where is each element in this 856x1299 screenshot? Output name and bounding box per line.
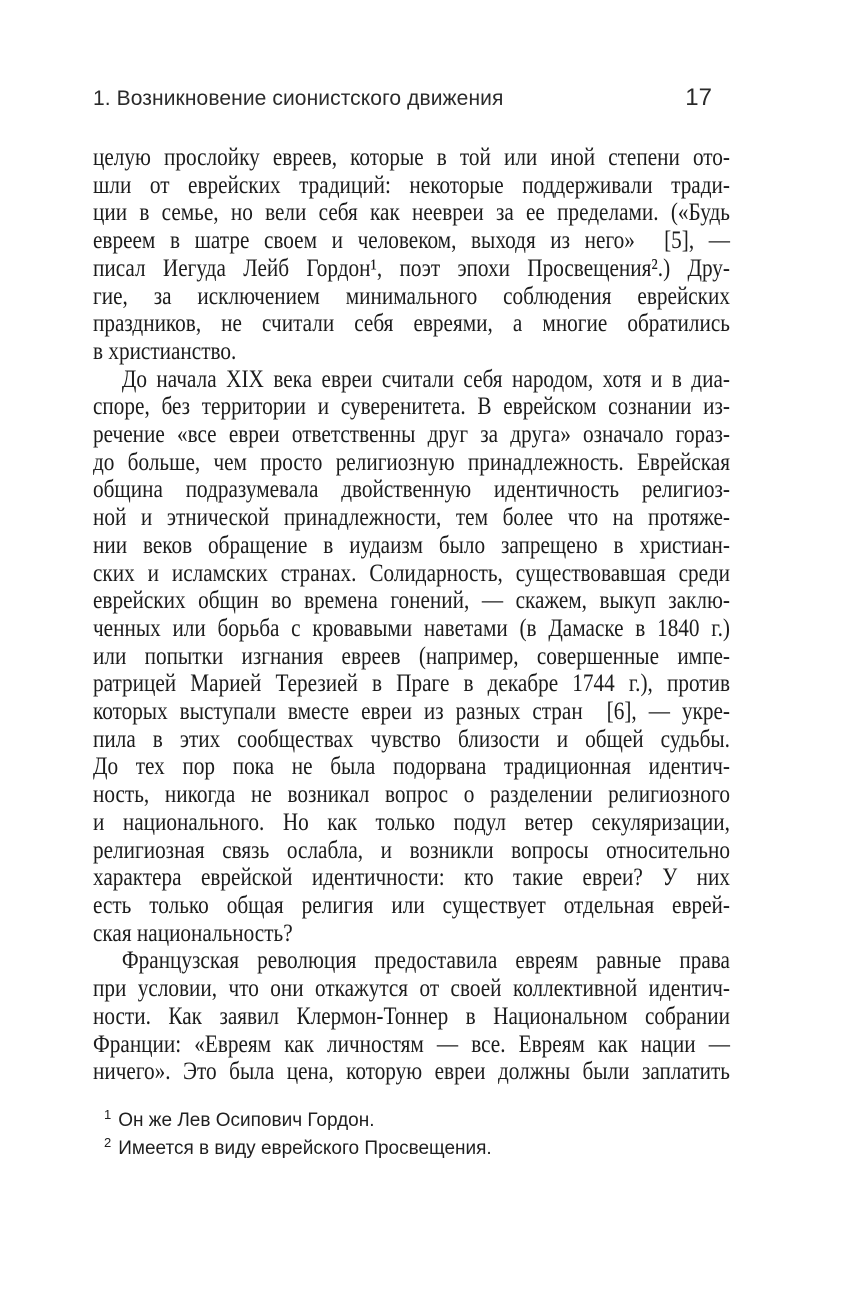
text-line: шли от еврейских традиций: некоторые поддерживали тради- <box>93 171 730 199</box>
text-line: ченных или борьба с кровавыми наветами (в Дамаске в 1840 г.) <box>93 614 730 642</box>
text-line: в христианство. <box>93 337 237 365</box>
page-number: 17 <box>685 84 712 111</box>
chapter-title: 1. Возникновение сионистского движения <box>93 87 504 110</box>
text-line: ность, никогда не возникал вопрос о разделении религиозного <box>93 781 730 809</box>
running-header <box>93 86 730 111</box>
text-line: еврейских общин во времена гонений, — скажем, выкуп заклю- <box>93 587 730 615</box>
text-line: ратрицей Марией Терезией в Праге в декабре 1744 г.), против <box>93 670 730 698</box>
text-line: пила в этих сообществах чувство близости и общей судьбы. <box>93 725 730 753</box>
footnotes <box>104 1107 724 1163</box>
text-line: или попытки изгнания евреев (например, совершенные импе- <box>93 642 730 670</box>
text-line: религиозная связь ослабла, и возникли вопросы относительно <box>93 836 730 864</box>
footnote <box>104 1135 724 1163</box>
text-line: Французская революция предоставила евреям равные права <box>121 947 730 975</box>
text-line: ции в семье, но вели себя как неевреи за ее пределами. («Будь <box>93 199 730 227</box>
text-line: До тех пор пока не была подорвана традиционная идентич- <box>93 753 730 781</box>
text-line: гие, за исключением минимального соблюдения еврейских <box>93 282 730 310</box>
footnote-marker: 1 <box>104 1106 112 1122</box>
text-line: община подразумевала двойственную идентичность религиоз- <box>93 476 730 504</box>
text-line: ности. Как заявил Клермон-Тоннер в Национальном собрании <box>93 1002 730 1030</box>
text-line: ничего». Это была цена, которую евреи должны были заплатить <box>93 1058 730 1086</box>
text-line: которых выступали вместе евреи из разных стран [6], — укре- <box>93 698 730 726</box>
text-line: и национального. Но как только подул ветер секуляризации, <box>93 808 730 836</box>
footnote-marker: 2 <box>104 1134 112 1150</box>
text-line: До начала XIX века евреи считали себя народом, хотя и в диа- <box>121 365 730 393</box>
text-line: целую прослойку евреев, которые в той или иной степени ото- <box>93 144 730 171</box>
body-text <box>93 144 730 1086</box>
text-line: при условии, что они откажутся от своей коллективной идентич- <box>93 975 730 1003</box>
text-line: до больше, чем просто религиозную принадлежность. Еврейская <box>93 448 730 476</box>
text-line: праздников, не считали себя евреями, а многие обратились <box>93 310 730 338</box>
text-line: ская национальность? <box>93 919 293 947</box>
footnote-text: Имеется в виду еврейского Просвещения. <box>118 1138 492 1159</box>
text-line: писал Иегуда Лейб Гордон¹, поэт эпохи Просвещения².) Дру- <box>93 254 730 282</box>
footnote-text: Он же Лев Осипович Гордон. <box>118 1110 375 1131</box>
text-line: споре, без территории и суверенитета. В еврейском сознании из- <box>93 393 730 421</box>
text-line: Франции: «Евреям как личностям — все. Евреям как нации — <box>93 1030 730 1058</box>
text-line: евреем в шатре своем и человеком, выходя из него» [5], — <box>93 227 730 255</box>
text-line: есть только общая религия или существует отдельная еврей- <box>93 891 730 919</box>
text-line: нии веков обращение в иудаизм было запрещено в христиан- <box>93 531 730 559</box>
text-line: характера еврейской идентичности: кто такие евреи? У них <box>93 864 730 892</box>
footnote <box>104 1107 724 1135</box>
text-line: ских и исламских странах. Солидарность, существовавшая среди <box>93 559 730 587</box>
text-line: ной и этнической принадлежности, тем более что на протяже- <box>93 504 730 532</box>
text-line: речение «все евреи ответственны друг за друга» означало гораз- <box>93 421 730 449</box>
